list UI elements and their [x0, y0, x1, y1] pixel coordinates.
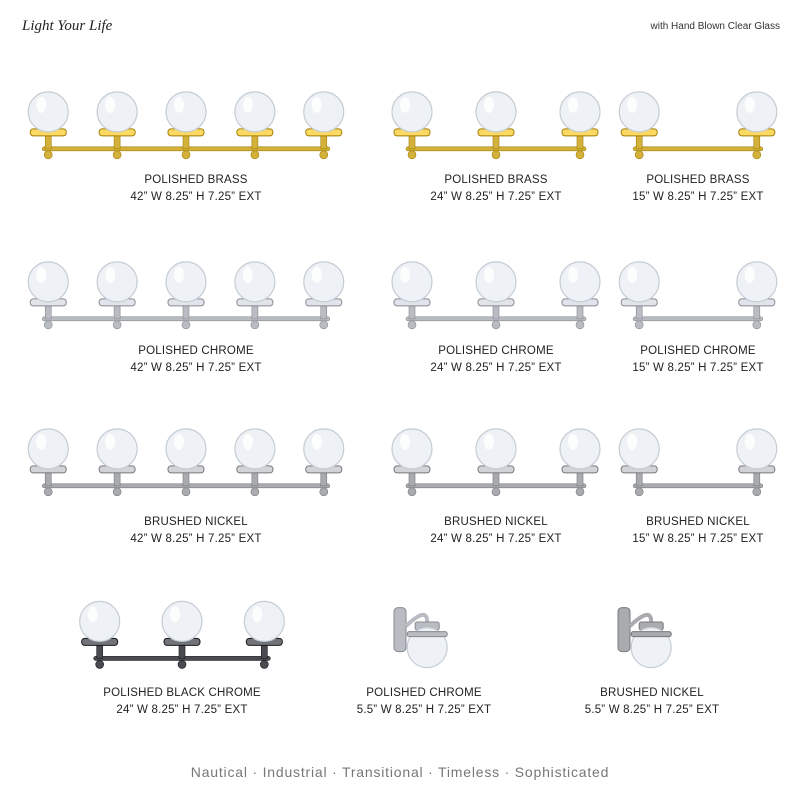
glass-highlight — [400, 267, 410, 283]
glass-globe — [737, 429, 777, 469]
glass-highlight — [627, 97, 637, 113]
fixture-image — [396, 88, 596, 166]
fixture-stem — [754, 305, 760, 319]
crossbar — [633, 484, 763, 488]
finial — [320, 151, 328, 159]
finish-label: BRUSHED NICKEL — [646, 516, 750, 528]
fixture-stem — [252, 472, 258, 486]
fixture-stem — [321, 472, 327, 486]
fixture-stem — [45, 472, 51, 486]
dimensions-label: 15” W 8.25” H 7.25” EXT — [632, 191, 764, 203]
finial — [753, 488, 761, 496]
finial — [635, 151, 643, 159]
product-caption — [324, 685, 524, 719]
fixture-stem — [252, 135, 258, 149]
glass-globe — [97, 429, 137, 469]
finish-label: POLISHED BRASS — [646, 174, 750, 186]
glass-globe — [166, 262, 206, 302]
glass-highlight — [105, 434, 115, 450]
finial — [260, 660, 268, 668]
glass-globe — [235, 92, 275, 132]
glass-highlight — [105, 267, 115, 283]
glass-globe — [244, 601, 284, 641]
finial — [251, 151, 259, 159]
glass-highlight — [484, 434, 494, 450]
dimensions-label: 42” W 8.25” H 7.25” EXT — [130, 191, 262, 203]
fixture-image — [396, 425, 596, 503]
glass-globe — [560, 262, 600, 302]
finial — [576, 488, 584, 496]
glass-highlight — [36, 434, 46, 450]
finish-label: POLISHED CHROME — [138, 345, 254, 357]
glass-globe — [619, 429, 659, 469]
glass-globe — [392, 262, 432, 302]
glass-highlight — [170, 606, 180, 622]
fixture-stem — [636, 135, 642, 149]
fixture-stem — [409, 135, 415, 149]
finish-label: POLISHED BRASS — [444, 174, 548, 186]
glass-highlight — [400, 434, 410, 450]
fixture-stem — [183, 305, 189, 319]
finial — [44, 151, 52, 159]
glass-highlight — [400, 97, 410, 113]
glass-highlight — [243, 434, 253, 450]
fixture-image — [392, 598, 456, 678]
glass-highlight — [174, 267, 184, 283]
glass-globe — [560, 92, 600, 132]
product-caption — [598, 343, 798, 377]
fixture-stem — [493, 305, 499, 319]
finial — [320, 488, 328, 496]
fixture-stem — [409, 472, 415, 486]
fixture-stem — [252, 305, 258, 319]
product-caption — [96, 172, 296, 206]
product-caption — [396, 172, 596, 206]
glass-highlight — [568, 434, 578, 450]
finish-label: BRUSHED NICKEL — [144, 516, 248, 528]
fixture-stem — [97, 644, 103, 658]
glass-globe — [97, 262, 137, 302]
fixture-stem — [493, 135, 499, 149]
fixture-stem — [183, 135, 189, 149]
glass-highlight — [243, 267, 253, 283]
glass-highlight — [745, 267, 755, 283]
product-caption — [396, 514, 596, 548]
finish-label: BRUSHED NICKEL — [444, 516, 548, 528]
product-caption — [598, 172, 798, 206]
dimensions-label: 24” W 8.25” H 7.25” EXT — [430, 533, 562, 545]
glass-highlight — [312, 97, 322, 113]
glass-globe — [235, 262, 275, 302]
fixture-image — [22, 88, 350, 166]
finial — [753, 151, 761, 159]
fixture-image — [628, 88, 768, 166]
fixture-stem — [577, 135, 583, 149]
glass-highlight — [627, 434, 637, 450]
brand-title: Light Your Life — [22, 18, 113, 34]
glass-highlight — [484, 267, 494, 283]
finial — [113, 321, 121, 329]
glass-globe — [619, 92, 659, 132]
finial — [408, 488, 416, 496]
finial — [44, 488, 52, 496]
fixture-stem — [754, 472, 760, 486]
wall-backplate — [618, 608, 630, 652]
finial — [178, 660, 186, 668]
glass-globe — [476, 429, 516, 469]
finial — [251, 488, 259, 496]
product-caption — [552, 685, 752, 719]
glass-highlight — [105, 97, 115, 113]
fixture-image — [616, 598, 680, 678]
glass-globe — [28, 429, 68, 469]
glass-highlight — [312, 267, 322, 283]
glass-highlight — [88, 606, 98, 622]
dimensions-label: 15” W 8.25” H 7.25” EXT — [632, 533, 764, 545]
product-caption — [82, 685, 282, 719]
glass-highlight — [36, 267, 46, 283]
finish-label: POLISHED BRASS — [144, 174, 248, 186]
fixture-image — [628, 258, 768, 336]
fixture-stem — [321, 135, 327, 149]
fixture-stem — [577, 472, 583, 486]
fixture-stem — [493, 472, 499, 486]
dimensions-label: 24” W 8.25” H 7.25” EXT — [116, 704, 248, 716]
glass-globe — [235, 429, 275, 469]
finial — [113, 488, 121, 496]
fixture-image — [628, 425, 768, 503]
dimensions-label: 15” W 8.25” H 7.25” EXT — [632, 362, 764, 374]
finial — [408, 151, 416, 159]
finish-label: POLISHED CHROME — [438, 345, 554, 357]
style-tags: Nautical · Industrial · Transitional · Timeless · Sophisticated — [190, 764, 610, 780]
crossbar — [633, 147, 763, 151]
globe-rim — [631, 632, 671, 637]
glass-globe — [166, 92, 206, 132]
crossbar — [633, 317, 763, 321]
glass-highlight — [312, 434, 322, 450]
finial — [753, 321, 761, 329]
glass-globe — [392, 92, 432, 132]
glass-globe — [304, 92, 344, 132]
fixture-stem — [45, 305, 51, 319]
finial — [251, 321, 259, 329]
fixture-stem — [114, 135, 120, 149]
fixture-stem — [261, 644, 267, 658]
fixture-image — [396, 258, 596, 336]
fixture-image — [22, 258, 350, 336]
glass-highlight — [627, 267, 637, 283]
fixture-stem — [754, 135, 760, 149]
glass-highlight — [745, 97, 755, 113]
product-caption — [396, 343, 596, 377]
tagline: with Hand Blown Clear Glass — [650, 21, 780, 32]
fixture-stem — [636, 305, 642, 319]
glass-globe — [162, 601, 202, 641]
finial — [320, 321, 328, 329]
glass-globe — [28, 92, 68, 132]
fixture-stem — [45, 135, 51, 149]
finial — [492, 488, 500, 496]
glass-globe — [304, 262, 344, 302]
finial — [182, 151, 190, 159]
finish-label: POLISHED CHROME — [640, 345, 756, 357]
fixture-stem — [179, 644, 185, 658]
dimensions-label: 5.5” W 8.25” H 7.25” EXT — [584, 704, 720, 716]
fixture-stem — [409, 305, 415, 319]
finial — [96, 660, 104, 668]
dimensions-label: 42” W 8.25” H 7.25” EXT — [130, 533, 262, 545]
finial — [635, 488, 643, 496]
finial — [182, 488, 190, 496]
dimensions-label: 24” W 8.25” H 7.25” EXT — [430, 362, 562, 374]
finish-label: POLISHED CHROME — [366, 687, 482, 699]
finish-label: POLISHED BLACK CHROME — [103, 687, 261, 699]
fixture-stem — [114, 472, 120, 486]
glass-highlight — [174, 97, 184, 113]
finial — [182, 321, 190, 329]
product-caption — [598, 514, 798, 548]
finial — [408, 321, 416, 329]
glass-globe — [560, 429, 600, 469]
glass-globe — [80, 601, 120, 641]
glass-globe — [304, 429, 344, 469]
glass-globe — [619, 262, 659, 302]
fixture-image — [22, 425, 350, 503]
product-caption — [96, 514, 296, 548]
finial — [492, 321, 500, 329]
fixture-stem — [114, 305, 120, 319]
finish-label: BRUSHED NICKEL — [600, 687, 704, 699]
finial — [635, 321, 643, 329]
finial — [492, 151, 500, 159]
glass-highlight — [568, 97, 578, 113]
glass-globe — [737, 92, 777, 132]
glass-globe — [476, 92, 516, 132]
glass-highlight — [568, 267, 578, 283]
finial — [576, 321, 584, 329]
wall-backplate — [394, 608, 406, 652]
product-caption — [96, 343, 296, 377]
fixture-stem — [636, 472, 642, 486]
finial — [576, 151, 584, 159]
dimensions-label: 5.5” W 8.25” H 7.25” EXT — [356, 704, 492, 716]
dimensions-label: 24” W 8.25” H 7.25” EXT — [430, 191, 562, 203]
glass-globe — [166, 429, 206, 469]
glass-globe — [476, 262, 516, 302]
glass-globe — [392, 429, 432, 469]
fixture-image — [84, 596, 280, 676]
glass-highlight — [252, 606, 262, 622]
glass-highlight — [243, 97, 253, 113]
dimensions-label: 42” W 8.25” H 7.25” EXT — [130, 362, 262, 374]
glass-highlight — [484, 97, 494, 113]
glass-globe — [28, 262, 68, 302]
glass-globe — [737, 262, 777, 302]
fixture-stem — [183, 472, 189, 486]
fixture-stem — [321, 305, 327, 319]
glass-highlight — [36, 97, 46, 113]
glass-globe — [97, 92, 137, 132]
fixture-stem — [577, 305, 583, 319]
glass-highlight — [745, 434, 755, 450]
finial — [44, 321, 52, 329]
glass-highlight — [174, 434, 184, 450]
globe-rim — [407, 632, 447, 637]
finial — [113, 151, 121, 159]
